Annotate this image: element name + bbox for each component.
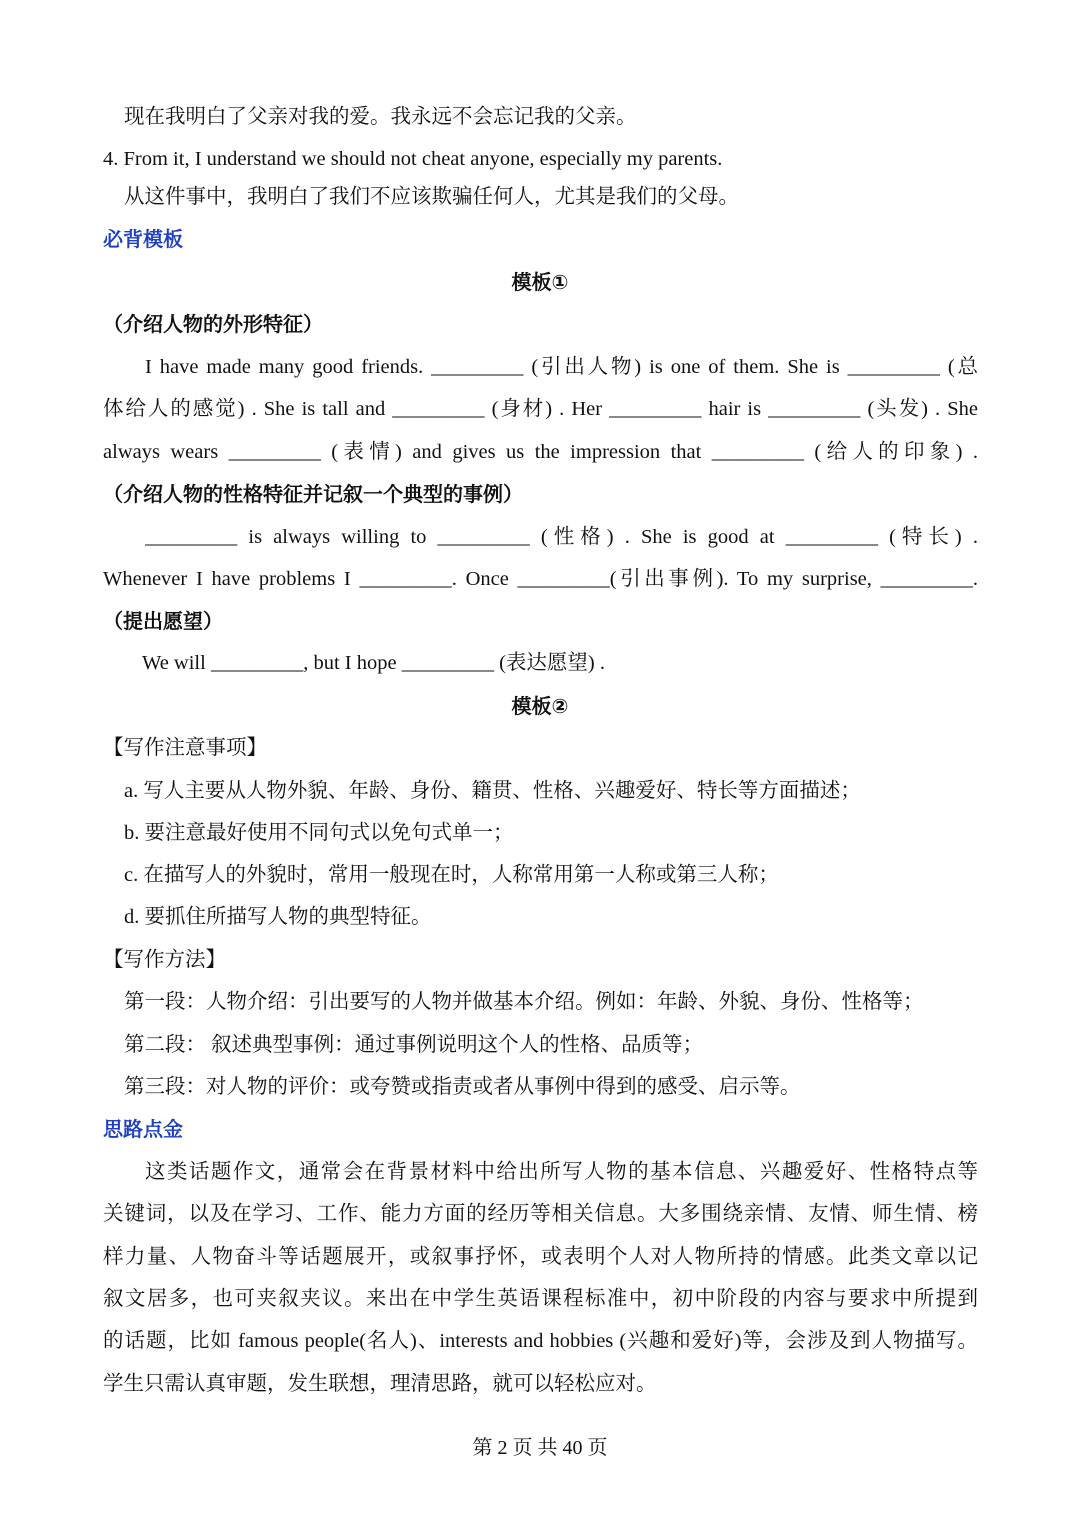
method-heading: 【写作方法】 xyxy=(103,949,226,971)
paragraph-line: 叙文居多，也可夹叙夹议。来出在中学生英语课程标准中，初中阶段的内容与要求中所提到 xyxy=(103,1288,978,1310)
section-heading-must-recite: 必背模板 xyxy=(103,227,183,251)
text-line: 从这件事中，我明白了我们不应该欺骗任何人，尤其是我们的父母。 xyxy=(124,186,739,208)
template-line: 体给人的感觉) . She is tall and _________ (身材) . Her _________ hair is _________ (头发) . She xyxy=(103,398,978,420)
paragraph-line: 的话题，比如 famous people(名人)、interests and hobbies (兴趣和爱好)等，会涉及到人物描写。 xyxy=(103,1330,978,1352)
template1-title: 模板① xyxy=(511,270,569,294)
notes-heading: 【写作注意事项】 xyxy=(103,737,267,759)
section-heading-tips: 思路点金 xyxy=(103,1117,183,1141)
paragraph-line: 样力量、人物奋斗等话题展开，或叙事抒怀，或表明个人对人物所持的情感。此类文章以记 xyxy=(103,1246,978,1268)
text-line: 4. From it, I understand we should not cheat anyone, especially my parents. xyxy=(103,148,723,170)
method-item: 第三段：对人物的评价：或夸赞或指责或者从事例中得到的感受、启示等。 xyxy=(124,1076,801,1098)
method-item: 第二段： 叙述典型事例：通过事例说明这个人的性格、品质等； xyxy=(124,1034,704,1056)
paragraph-line: 关键词，以及在学习、工作、能力方面的经历等相关信息。大多围绕亲情、友情、师生情、榜 xyxy=(103,1203,978,1225)
template-line: Whenever I have problems I _________. Once _________(引出事例). To my surprise, _________. xyxy=(103,568,978,590)
page-footer: 第 2 页 共 40 页 xyxy=(472,1437,608,1459)
template-line: _________ is always willing to _________ (性格) . She is good at _________ (特长) . xyxy=(145,526,978,548)
template-line: I have made many good friends. _________ (引出人物) is one of them. She is _________ (总 xyxy=(145,356,978,378)
subheading-appearance: （介绍人物的外形特征） xyxy=(103,312,323,336)
template-line: always wears _________ (表情) and gives us the impression that _________ (给人的印象) . xyxy=(103,441,978,463)
paragraph-line: 这类话题作文，通常会在背景材料中给出所写人物的基本信息、兴趣爱好、性格特点等 xyxy=(145,1161,978,1183)
template2-title: 模板② xyxy=(511,694,569,718)
note-item: d. 要抓住所描写人物的典型特征。 xyxy=(124,906,432,928)
template-line: We will _________, but I hope _________ (表达愿望) . xyxy=(142,652,605,674)
subheading-wish: （提出愿望） xyxy=(103,609,223,633)
text-line: 现在我明白了父亲对我的爱。我永远不会忘记我的父亲。 xyxy=(124,106,637,128)
subheading-personality: （介绍人物的性格特征并记叙一个典型的事例） xyxy=(103,482,523,506)
note-item: a. 写人主要从人物外貌、年龄、身份、籍贯、性格、兴趣爱好、特长等方面描述； xyxy=(124,780,861,802)
paragraph-line: 学生只需认真审题，发生联想，理清思路，就可以轻松应对。 xyxy=(103,1373,657,1395)
note-item: b. 要注意最好使用不同句式以免句式单一； xyxy=(124,822,514,844)
note-item: c. 在描写人的外貌时，常用一般现在时，人称常用第一人称或第三人称； xyxy=(124,864,779,886)
method-item: 第一段：人物介绍：引出要写的人物并做基本介绍。例如：年龄、外貌、身份、性格等； xyxy=(124,991,924,1013)
